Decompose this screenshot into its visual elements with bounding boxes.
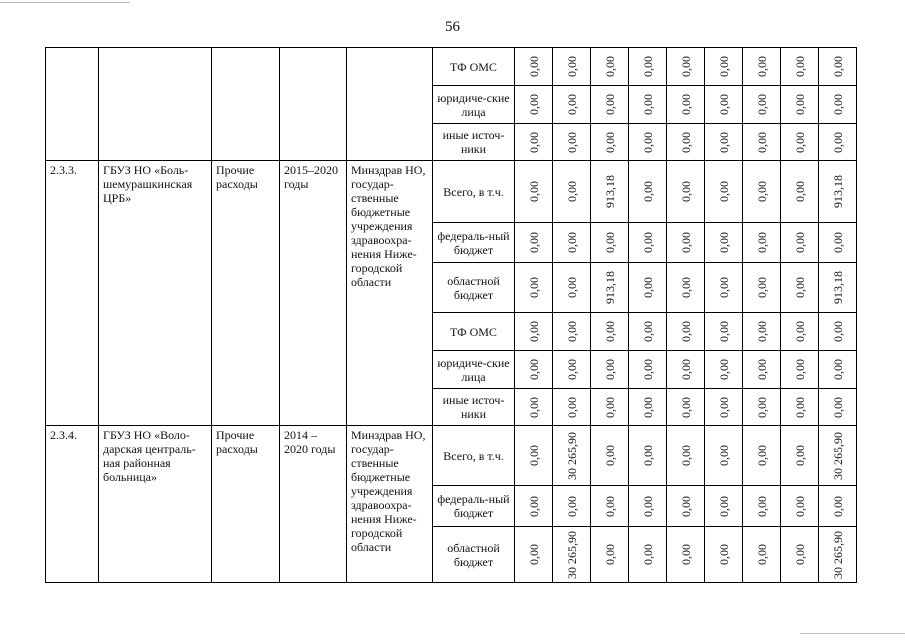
funding-source-cell: федераль-ный бюджет: [433, 486, 515, 527]
continuation-cell: [99, 48, 212, 161]
value-text: 0,00: [678, 396, 693, 418]
value-text: 0,00: [792, 181, 807, 202]
value-cell: [781, 486, 819, 527]
funding-source-cell: иные источ-ники: [433, 124, 515, 161]
value-cell: [515, 351, 553, 389]
value-cell: [743, 351, 781, 389]
value-text: 0,00: [640, 544, 655, 565]
value-text: 0,00: [830, 495, 845, 517]
value-cell: [553, 426, 591, 486]
value-text: 0,00: [716, 445, 731, 466]
value-text: 0,00: [792, 495, 807, 517]
continuation-cell: [212, 48, 280, 161]
organization-name: ГБУЗ НО «Воло-дарская централь-ная районная больница»: [99, 426, 212, 583]
value-cell: [515, 161, 553, 223]
value-cell: [781, 527, 819, 583]
funding-source-cell: ТФ ОМС: [433, 48, 515, 86]
value-cell: [819, 86, 857, 124]
value-text: 0,00: [716, 396, 731, 418]
value-text: 0,00: [830, 359, 845, 380]
value-cell: [591, 263, 629, 313]
value-text: 0,00: [792, 94, 807, 115]
period: 2014 – 2020 годы: [280, 426, 347, 583]
value-text: 0,00: [640, 56, 655, 77]
funding-table: [45, 47, 857, 583]
value-text: 913,18: [830, 175, 845, 208]
value-text: 0,00: [678, 232, 693, 253]
value-cell: [667, 48, 705, 86]
value-cell: [553, 48, 591, 86]
value-text: 0,00: [564, 321, 579, 342]
value-cell: [591, 389, 629, 426]
value-text: 0,00: [526, 277, 541, 298]
value-cell: [667, 351, 705, 389]
value-text: 0,00: [602, 94, 617, 115]
value-text: 0,00: [830, 396, 845, 418]
value-text: 30 265,90: [564, 530, 579, 579]
value-cell: [667, 124, 705, 161]
value-text: 0,00: [602, 495, 617, 517]
value-text: 0,00: [716, 131, 731, 153]
value-cell: [591, 486, 629, 527]
value-cell: [667, 161, 705, 223]
value-cell: [515, 527, 553, 583]
value-cell: [705, 161, 743, 223]
value-cell: [781, 48, 819, 86]
scan-edge-mark: [800, 633, 905, 634]
value-text: 0,00: [716, 56, 731, 77]
value-cell: [781, 426, 819, 486]
value-text: 0,00: [678, 544, 693, 565]
value-text: 0,00: [754, 277, 769, 298]
value-text: 0,00: [792, 56, 807, 77]
value-text: 0,00: [526, 56, 541, 77]
value-cell: [819, 351, 857, 389]
funding-source-cell: Всего, в т.ч.: [433, 426, 515, 486]
scan-edge-mark: [0, 2, 130, 3]
value-cell: [781, 124, 819, 161]
value-cell: [629, 161, 667, 223]
value-text: 0,00: [602, 445, 617, 466]
value-text: 0,00: [678, 359, 693, 380]
expense-type: Прочие расходы: [212, 426, 280, 583]
value-text: 0,00: [830, 321, 845, 342]
value-cell: [515, 48, 553, 86]
value-text: 0,00: [716, 321, 731, 342]
value-cell: [515, 426, 553, 486]
value-cell: [743, 86, 781, 124]
value-text: 0,00: [526, 232, 541, 253]
value-text: 0,00: [526, 94, 541, 115]
funding-source-cell: Всего, в т.ч.: [433, 161, 515, 223]
value-cell: [705, 86, 743, 124]
value-cell: [743, 486, 781, 527]
value-cell: [743, 48, 781, 86]
value-text: 0,00: [678, 56, 693, 77]
value-text: 0,00: [678, 445, 693, 466]
continuation-cell: [46, 48, 99, 161]
value-text: 0,00: [640, 321, 655, 342]
value-cell: [667, 527, 705, 583]
value-text: 0,00: [564, 56, 579, 77]
value-cell: [515, 86, 553, 124]
value-text: 0,00: [830, 56, 845, 77]
item-number: 2.3.3.: [46, 161, 99, 426]
value-text: 0,00: [678, 131, 693, 153]
value-cell: [629, 124, 667, 161]
value-cell: [819, 48, 857, 86]
value-text: 0,00: [792, 277, 807, 298]
value-text: 0,00: [526, 445, 541, 466]
value-text: 0,00: [526, 131, 541, 153]
value-cell: [515, 263, 553, 313]
value-text: 30 265,90: [564, 431, 579, 480]
value-cell: [591, 527, 629, 583]
value-text: 913,18: [602, 175, 617, 208]
value-text: 0,00: [602, 321, 617, 342]
value-text: 0,00: [792, 321, 807, 342]
value-text: 0,00: [716, 359, 731, 380]
value-text: 0,00: [754, 544, 769, 565]
executor: Минздрав НО, государ-ственные бюджетные учреждения здравоохра-нения Ниже-городской области: [347, 426, 433, 583]
value-text: 0,00: [602, 544, 617, 565]
table-row: [46, 48, 857, 86]
value-cell: [667, 86, 705, 124]
executor: Минздрав НО, государ-ственные бюджетные учреждения здравоохра-нения Ниже-городской области: [347, 161, 433, 426]
value-cell: [629, 86, 667, 124]
value-text: 0,00: [640, 277, 655, 298]
value-text: 0,00: [754, 131, 769, 153]
value-text: 0,00: [564, 181, 579, 202]
value-text: 0,00: [754, 232, 769, 253]
value-cell: [819, 527, 857, 583]
funding-source-cell: областной бюджет: [433, 527, 515, 583]
value-cell: [781, 223, 819, 263]
funding-table-body: [46, 48, 857, 583]
value-text: 0,00: [678, 495, 693, 517]
value-text: 0,00: [678, 277, 693, 298]
value-text: 0,00: [716, 181, 731, 202]
value-cell: [553, 313, 591, 351]
value-text: 0,00: [564, 277, 579, 298]
value-cell: [515, 313, 553, 351]
value-cell: [743, 313, 781, 351]
value-cell: [705, 48, 743, 86]
value-text: 0,00: [526, 321, 541, 342]
value-text: 0,00: [754, 445, 769, 466]
value-cell: [705, 351, 743, 389]
value-text: 0,00: [678, 94, 693, 115]
value-text: 0,00: [602, 56, 617, 77]
value-cell: [705, 313, 743, 351]
value-cell: [515, 389, 553, 426]
funding-source-cell: иные источ-ники: [433, 389, 515, 426]
value-text: 30 265,90: [830, 431, 845, 480]
value-cell: [705, 263, 743, 313]
value-text: 0,00: [792, 131, 807, 153]
value-cell: [705, 223, 743, 263]
table-row: [46, 426, 857, 486]
value-cell: [553, 86, 591, 124]
value-cell: [781, 351, 819, 389]
value-cell: [705, 486, 743, 527]
value-text: 0,00: [526, 396, 541, 418]
value-cell: [515, 486, 553, 527]
value-text: 30 265,90: [830, 530, 845, 579]
value-cell: [553, 389, 591, 426]
value-text: 0,00: [792, 445, 807, 466]
value-text: 0,00: [716, 495, 731, 517]
value-cell: [667, 313, 705, 351]
value-text: 0,00: [754, 495, 769, 517]
value-cell: [819, 124, 857, 161]
value-cell: [553, 351, 591, 389]
value-text: 0,00: [640, 131, 655, 153]
value-cell: [819, 161, 857, 223]
value-cell: [667, 263, 705, 313]
value-text: 0,00: [754, 359, 769, 380]
value-text: 0,00: [564, 131, 579, 153]
value-text: 0,00: [640, 445, 655, 466]
value-cell: [819, 263, 857, 313]
value-text: 0,00: [754, 396, 769, 418]
value-text: 0,00: [640, 359, 655, 380]
funding-source-cell: областной бюджет: [433, 263, 515, 313]
value-cell: [553, 124, 591, 161]
value-cell: [553, 263, 591, 313]
value-cell: [629, 313, 667, 351]
value-text: 0,00: [754, 321, 769, 342]
value-cell: [743, 389, 781, 426]
value-text: 0,00: [716, 544, 731, 565]
value-cell: [629, 486, 667, 527]
value-text: 0,00: [716, 232, 731, 253]
value-text: 0,00: [678, 181, 693, 202]
page-number: 56: [445, 19, 460, 35]
value-text: 0,00: [830, 94, 845, 115]
value-text: 0,00: [716, 94, 731, 115]
funding-source-cell: юридиче-ские лица: [433, 351, 515, 389]
funding-source-cell: юридиче-ские лица: [433, 86, 515, 124]
value-cell: [705, 527, 743, 583]
value-cell: [781, 263, 819, 313]
value-text: 0,00: [830, 131, 845, 153]
value-cell: [743, 223, 781, 263]
value-cell: [781, 389, 819, 426]
value-cell: [819, 426, 857, 486]
period: 2015–2020 годы: [280, 161, 347, 426]
value-cell: [515, 124, 553, 161]
value-text: 0,00: [526, 495, 541, 517]
value-cell: [781, 161, 819, 223]
value-cell: [591, 124, 629, 161]
value-text: 0,00: [602, 131, 617, 153]
item-number: 2.3.4.: [46, 426, 99, 583]
value-cell: [743, 161, 781, 223]
value-text: 0,00: [564, 94, 579, 115]
continuation-cell: [347, 48, 433, 161]
value-cell: [743, 263, 781, 313]
value-text: 0,00: [792, 544, 807, 565]
value-cell: [591, 223, 629, 263]
value-cell: [591, 48, 629, 86]
value-text: 0,00: [526, 359, 541, 380]
value-text: 0,00: [602, 359, 617, 380]
value-text: 913,18: [602, 271, 617, 304]
value-text: 0,00: [564, 359, 579, 380]
value-cell: [743, 527, 781, 583]
value-text: 0,00: [640, 396, 655, 418]
value-cell: [591, 351, 629, 389]
organization-name: ГБУЗ НО «Боль-шемурашкинская ЦРБ»: [99, 161, 212, 426]
value-cell: [629, 527, 667, 583]
value-text: 913,18: [830, 271, 845, 304]
value-text: 0,00: [640, 94, 655, 115]
value-cell: [819, 389, 857, 426]
value-text: 0,00: [754, 94, 769, 115]
value-text: 0,00: [564, 232, 579, 253]
value-text: 0,00: [602, 396, 617, 418]
value-cell: [553, 161, 591, 223]
value-cell: [781, 313, 819, 351]
value-cell: [629, 426, 667, 486]
value-text: 0,00: [640, 495, 655, 517]
value-cell: [667, 389, 705, 426]
value-cell: [705, 389, 743, 426]
value-text: 0,00: [564, 396, 579, 418]
expense-type: Прочие расходы: [212, 161, 280, 426]
value-cell: [629, 263, 667, 313]
value-cell: [591, 426, 629, 486]
value-cell: [819, 223, 857, 263]
value-cell: [819, 486, 857, 527]
value-text: 0,00: [640, 232, 655, 253]
value-cell: [667, 486, 705, 527]
value-cell: [743, 124, 781, 161]
value-cell: [705, 426, 743, 486]
value-text: 0,00: [792, 232, 807, 253]
value-text: 0,00: [830, 232, 845, 253]
value-cell: [591, 161, 629, 223]
value-cell: [743, 426, 781, 486]
funding-source-cell: федераль-ный бюджет: [433, 223, 515, 263]
value-cell: [667, 223, 705, 263]
value-cell: [553, 527, 591, 583]
value-text: 0,00: [716, 277, 731, 298]
value-cell: [553, 486, 591, 527]
value-text: 0,00: [754, 181, 769, 202]
value-cell: [629, 389, 667, 426]
value-text: 0,00: [678, 321, 693, 342]
value-text: 0,00: [640, 181, 655, 202]
value-cell: [515, 223, 553, 263]
value-text: 0,00: [602, 232, 617, 253]
funding-source-cell: ТФ ОМС: [433, 313, 515, 351]
value-cell: [781, 86, 819, 124]
continuation-cell: [280, 48, 347, 161]
value-text: 0,00: [526, 181, 541, 202]
value-text: 0,00: [792, 359, 807, 380]
value-cell: [591, 86, 629, 124]
value-text: 0,00: [792, 396, 807, 418]
table-row: [46, 161, 857, 223]
value-cell: [629, 351, 667, 389]
value-cell: [629, 223, 667, 263]
value-cell: [629, 48, 667, 86]
value-text: 0,00: [526, 544, 541, 565]
value-cell: [819, 313, 857, 351]
value-cell: [705, 124, 743, 161]
value-cell: [553, 223, 591, 263]
value-text: 0,00: [754, 56, 769, 77]
value-cell: [667, 426, 705, 486]
value-text: 0,00: [564, 495, 579, 517]
value-cell: [591, 313, 629, 351]
